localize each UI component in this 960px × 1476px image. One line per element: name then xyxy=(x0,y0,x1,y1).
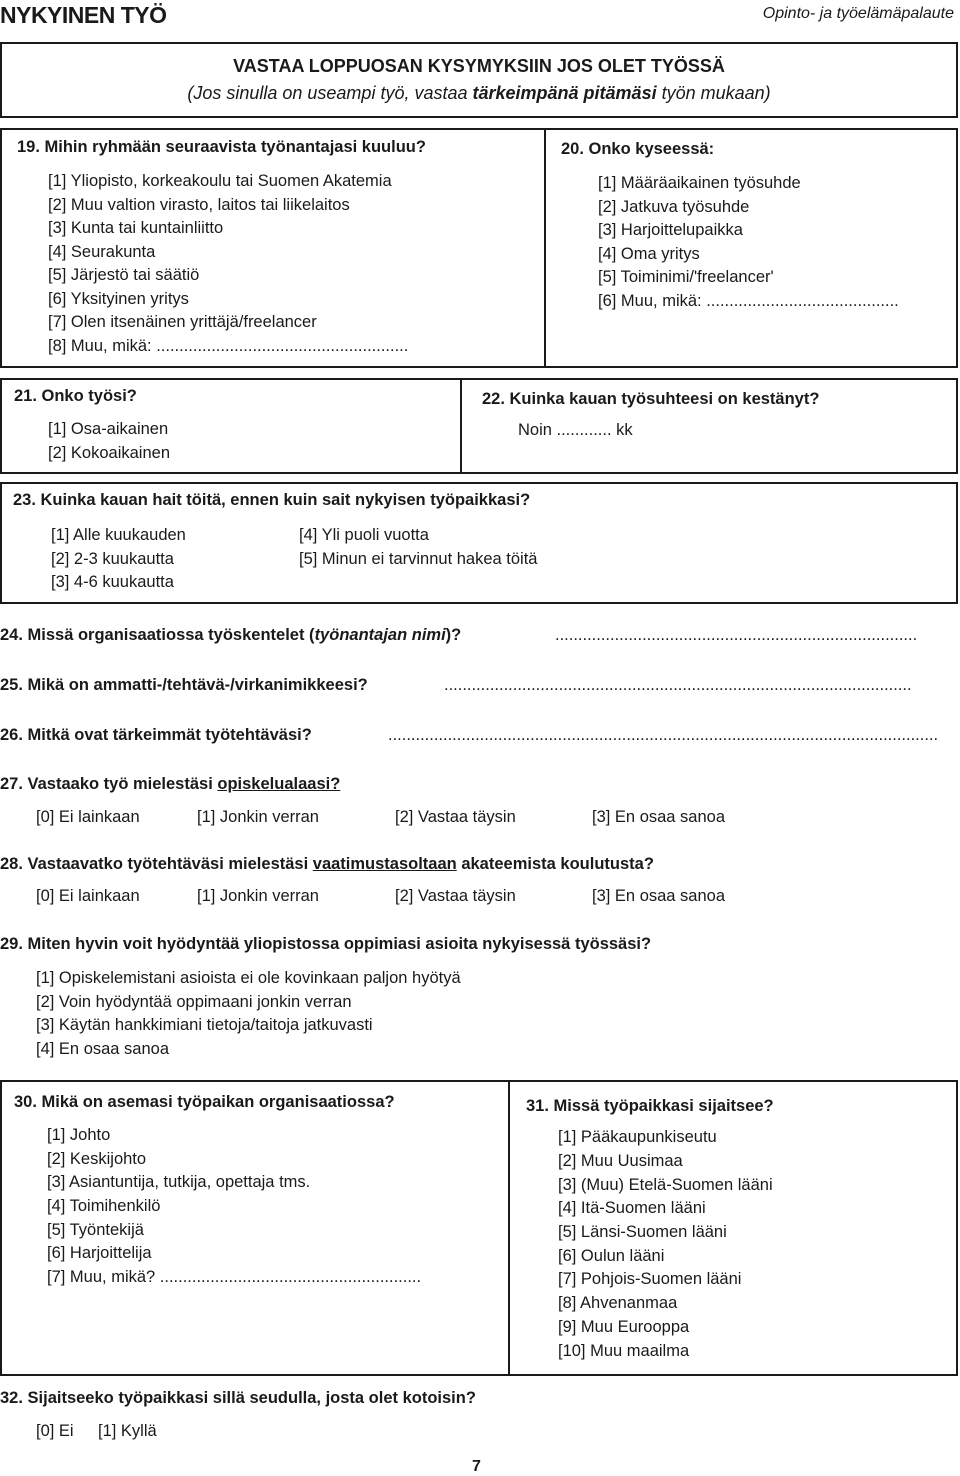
q20-option[interactable]: [2] Jatkuva työsuhde xyxy=(598,198,750,216)
q24-answer-field[interactable]: ............................................................................... xyxy=(555,626,918,644)
q24-text: 24. Missä organisaatiossa työskentelet ( xyxy=(0,626,315,644)
q27-text: 27. Vastaako työ mielestäsi xyxy=(0,775,218,793)
q23-option[interactable]: [3] 4-6 kuukautta xyxy=(51,573,174,591)
q19-option[interactable]: [8] Muu, mikä: ....................................................... xyxy=(48,337,409,355)
q19-question: 19. Mihin ryhmään seuraavista työnantajasi kuuluu? xyxy=(17,138,426,156)
banner-note-text: (Jos sinulla on useampi työ, vastaa xyxy=(187,83,473,103)
q29-question: 29. Miten hyvin voit hyödyntää yliopistossa oppimiasi asioita nykyisessä työssäsi? xyxy=(0,935,652,953)
instruction-banner xyxy=(0,42,958,118)
q31-option[interactable]: [8] Ahvenanmaa xyxy=(558,1294,678,1312)
q20-option[interactable]: [3] Harjoittelupaikka xyxy=(598,221,743,239)
q21-option[interactable]: [1] Osa-aikainen xyxy=(48,420,169,438)
q24-text-end: )? xyxy=(445,626,462,644)
q19-option[interactable]: [2] Muu valtion virasto, laitos tai liikelaitos xyxy=(48,196,350,214)
page-subtitle: Opinto- ja työelämäpalaute xyxy=(762,5,954,22)
q19-q20-divider xyxy=(544,128,546,368)
q28-option[interactable]: [2] Vastaa täysin xyxy=(395,887,516,905)
q29-option[interactable]: [2] Voin hyödyntää oppimaani jonkin verran xyxy=(36,993,352,1011)
q31-option[interactable]: [9] Muu Eurooppa xyxy=(558,1318,690,1336)
q19-option[interactable]: [3] Kunta tai kuntainliitto xyxy=(48,219,224,237)
q27-option[interactable]: [0] Ei lainkaan xyxy=(36,808,140,826)
q27-option[interactable]: [1] Jonkin verran xyxy=(197,808,319,826)
q32-option[interactable]: [1] Kyllä xyxy=(98,1422,157,1440)
q32-question: 32. Sijaitseeko työpaikkasi sillä seudulla, josta olet kotoisin? xyxy=(0,1389,476,1407)
q19-option[interactable]: [5] Järjestö tai säätiö xyxy=(48,266,200,284)
q32-option[interactable]: [0] Ei xyxy=(36,1422,74,1440)
q27-question xyxy=(0,775,340,794)
q23-question: 23. Kuinka kauan hait töitä, ennen kuin sait nykyisen työpaikkasi? xyxy=(13,491,531,509)
q25-answer-field[interactable]: ...................................................................................................... xyxy=(444,676,912,694)
q28-text: 28. Vastaavatko työtehtäväsi mielestäsi xyxy=(0,855,313,873)
q30-option[interactable]: [7] Muu, mikä? ......................................................... xyxy=(47,1268,422,1286)
q20-option[interactable]: [4] Oma yritys xyxy=(598,245,700,263)
q23-option[interactable]: [5] Minun ei tarvinnut hakea töitä xyxy=(299,550,538,568)
q30-q31-divider xyxy=(508,1080,510,1376)
q28-text-end: akateemista koulutusta? xyxy=(456,855,654,873)
q25-question: 25. Mikä on ammatti-/tehtävä-/virkanimikkeesi? xyxy=(0,676,368,694)
q31-option[interactable]: [4] Itä-Suomen lääni xyxy=(558,1199,706,1217)
q31-option[interactable]: [7] Pohjois-Suomen lääni xyxy=(558,1270,742,1288)
q30-option[interactable]: [3] Asiantuntija, tutkija, opettaja tms. xyxy=(47,1173,311,1191)
q28-option[interactable]: [1] Jonkin verran xyxy=(197,887,319,905)
q20-question: 20. Onko kyseessä: xyxy=(561,140,715,158)
q27-option[interactable]: [3] En osaa sanoa xyxy=(592,808,726,826)
q21-question: 21. Onko työsi? xyxy=(14,387,137,405)
q30-option[interactable]: [2] Keskijohto xyxy=(47,1150,147,1168)
q19-option[interactable]: [7] Olen itsenäinen yrittäjä/freelancer xyxy=(48,313,317,331)
q20-option[interactable]: [1] Määräaikainen työsuhde xyxy=(598,174,801,192)
q31-option[interactable]: [6] Oulun lääni xyxy=(558,1247,665,1265)
q22-question: 22. Kuinka kauan työsuhteesi on kestänyt? xyxy=(482,390,820,408)
q28-question xyxy=(0,855,654,874)
q29-option[interactable]: [3] Käytän hankkimiani tietoja/taitoja jatkuvasti xyxy=(36,1016,373,1034)
q21-q22-divider xyxy=(460,378,462,474)
q30-option[interactable]: [1] Johto xyxy=(47,1126,111,1144)
q20-option[interactable]: [5] Toiminimi/'freelancer' xyxy=(598,268,774,286)
q23-option[interactable]: [1] Alle kuukauden xyxy=(51,526,186,544)
q31-option[interactable]: [5] Länsi-Suomen lääni xyxy=(558,1223,727,1241)
q28-option[interactable]: [0] Ei lainkaan xyxy=(36,887,140,905)
banner-note-emphasis: tärkeimpänä pitämäsi xyxy=(472,83,657,103)
q22-answer-field[interactable]: Noin ............ kk xyxy=(518,421,633,439)
q29-option[interactable]: [4] En osaa sanoa xyxy=(36,1040,170,1058)
q31-option[interactable]: [1] Pääkaupunkiseutu xyxy=(558,1128,717,1146)
q30-option[interactable]: [5] Työntekijä xyxy=(47,1221,144,1239)
q31-option[interactable]: [2] Muu Uusimaa xyxy=(558,1152,683,1170)
banner-heading: VASTAA LOPPUOSAN KYSYMYKSIIN JOS OLET TYÖSSÄ xyxy=(233,56,725,76)
q26-answer-field[interactable]: ........................................................................................................................ xyxy=(388,726,939,744)
q23-option[interactable]: [2] 2-3 kuukautta xyxy=(51,550,174,568)
page-number: 7 xyxy=(472,1458,481,1475)
q26-question: 26. Mitkä ovat tärkeimmät työtehtäväsi? xyxy=(0,726,312,744)
q31-option[interactable]: [10] Muu maailma xyxy=(558,1342,690,1360)
q19-option[interactable]: [4] Seurakunta xyxy=(48,243,156,261)
q30-option[interactable]: [6] Harjoittelija xyxy=(47,1244,152,1262)
banner-note-text-end: työn mukaan) xyxy=(656,83,771,103)
q19-option[interactable]: [1] Yliopisto, korkeakoulu tai Suomen Akatemia xyxy=(48,172,392,190)
q28-option[interactable]: [3] En osaa sanoa xyxy=(592,887,726,905)
q28-underlined: vaatimustasoltaan xyxy=(312,855,457,873)
q21-option[interactable]: [2] Kokoaikainen xyxy=(48,444,171,462)
q27-underlined: opiskelualaasi? xyxy=(217,775,341,793)
q24-emphasis: työnantajan nimi xyxy=(314,626,446,644)
q30-option[interactable]: [4] Toimihenkilö xyxy=(47,1197,161,1215)
q31-option[interactable]: [3] (Muu) Etelä-Suomen lääni xyxy=(558,1176,773,1194)
page-title: NYKYINEN TYÖ xyxy=(0,2,167,28)
q20-option[interactable]: [6] Muu, mikä: .......................................... xyxy=(598,292,899,310)
q30-question: 30. Mikä on asemasi työpaikan organisaatiossa? xyxy=(14,1093,395,1111)
q27-option[interactable]: [2] Vastaa täysin xyxy=(395,808,516,826)
q23-option[interactable]: [4] Yli puoli vuotta xyxy=(299,526,429,544)
q24-question xyxy=(0,626,461,645)
banner-note xyxy=(2,83,956,104)
q19-option[interactable]: [6] Yksityinen yritys xyxy=(48,290,189,308)
q29-option[interactable]: [1] Opiskelemistani asioista ei ole kovinkaan paljon hyötyä xyxy=(36,969,461,987)
q31-question: 31. Missä työpaikkasi sijaitsee? xyxy=(526,1097,774,1115)
